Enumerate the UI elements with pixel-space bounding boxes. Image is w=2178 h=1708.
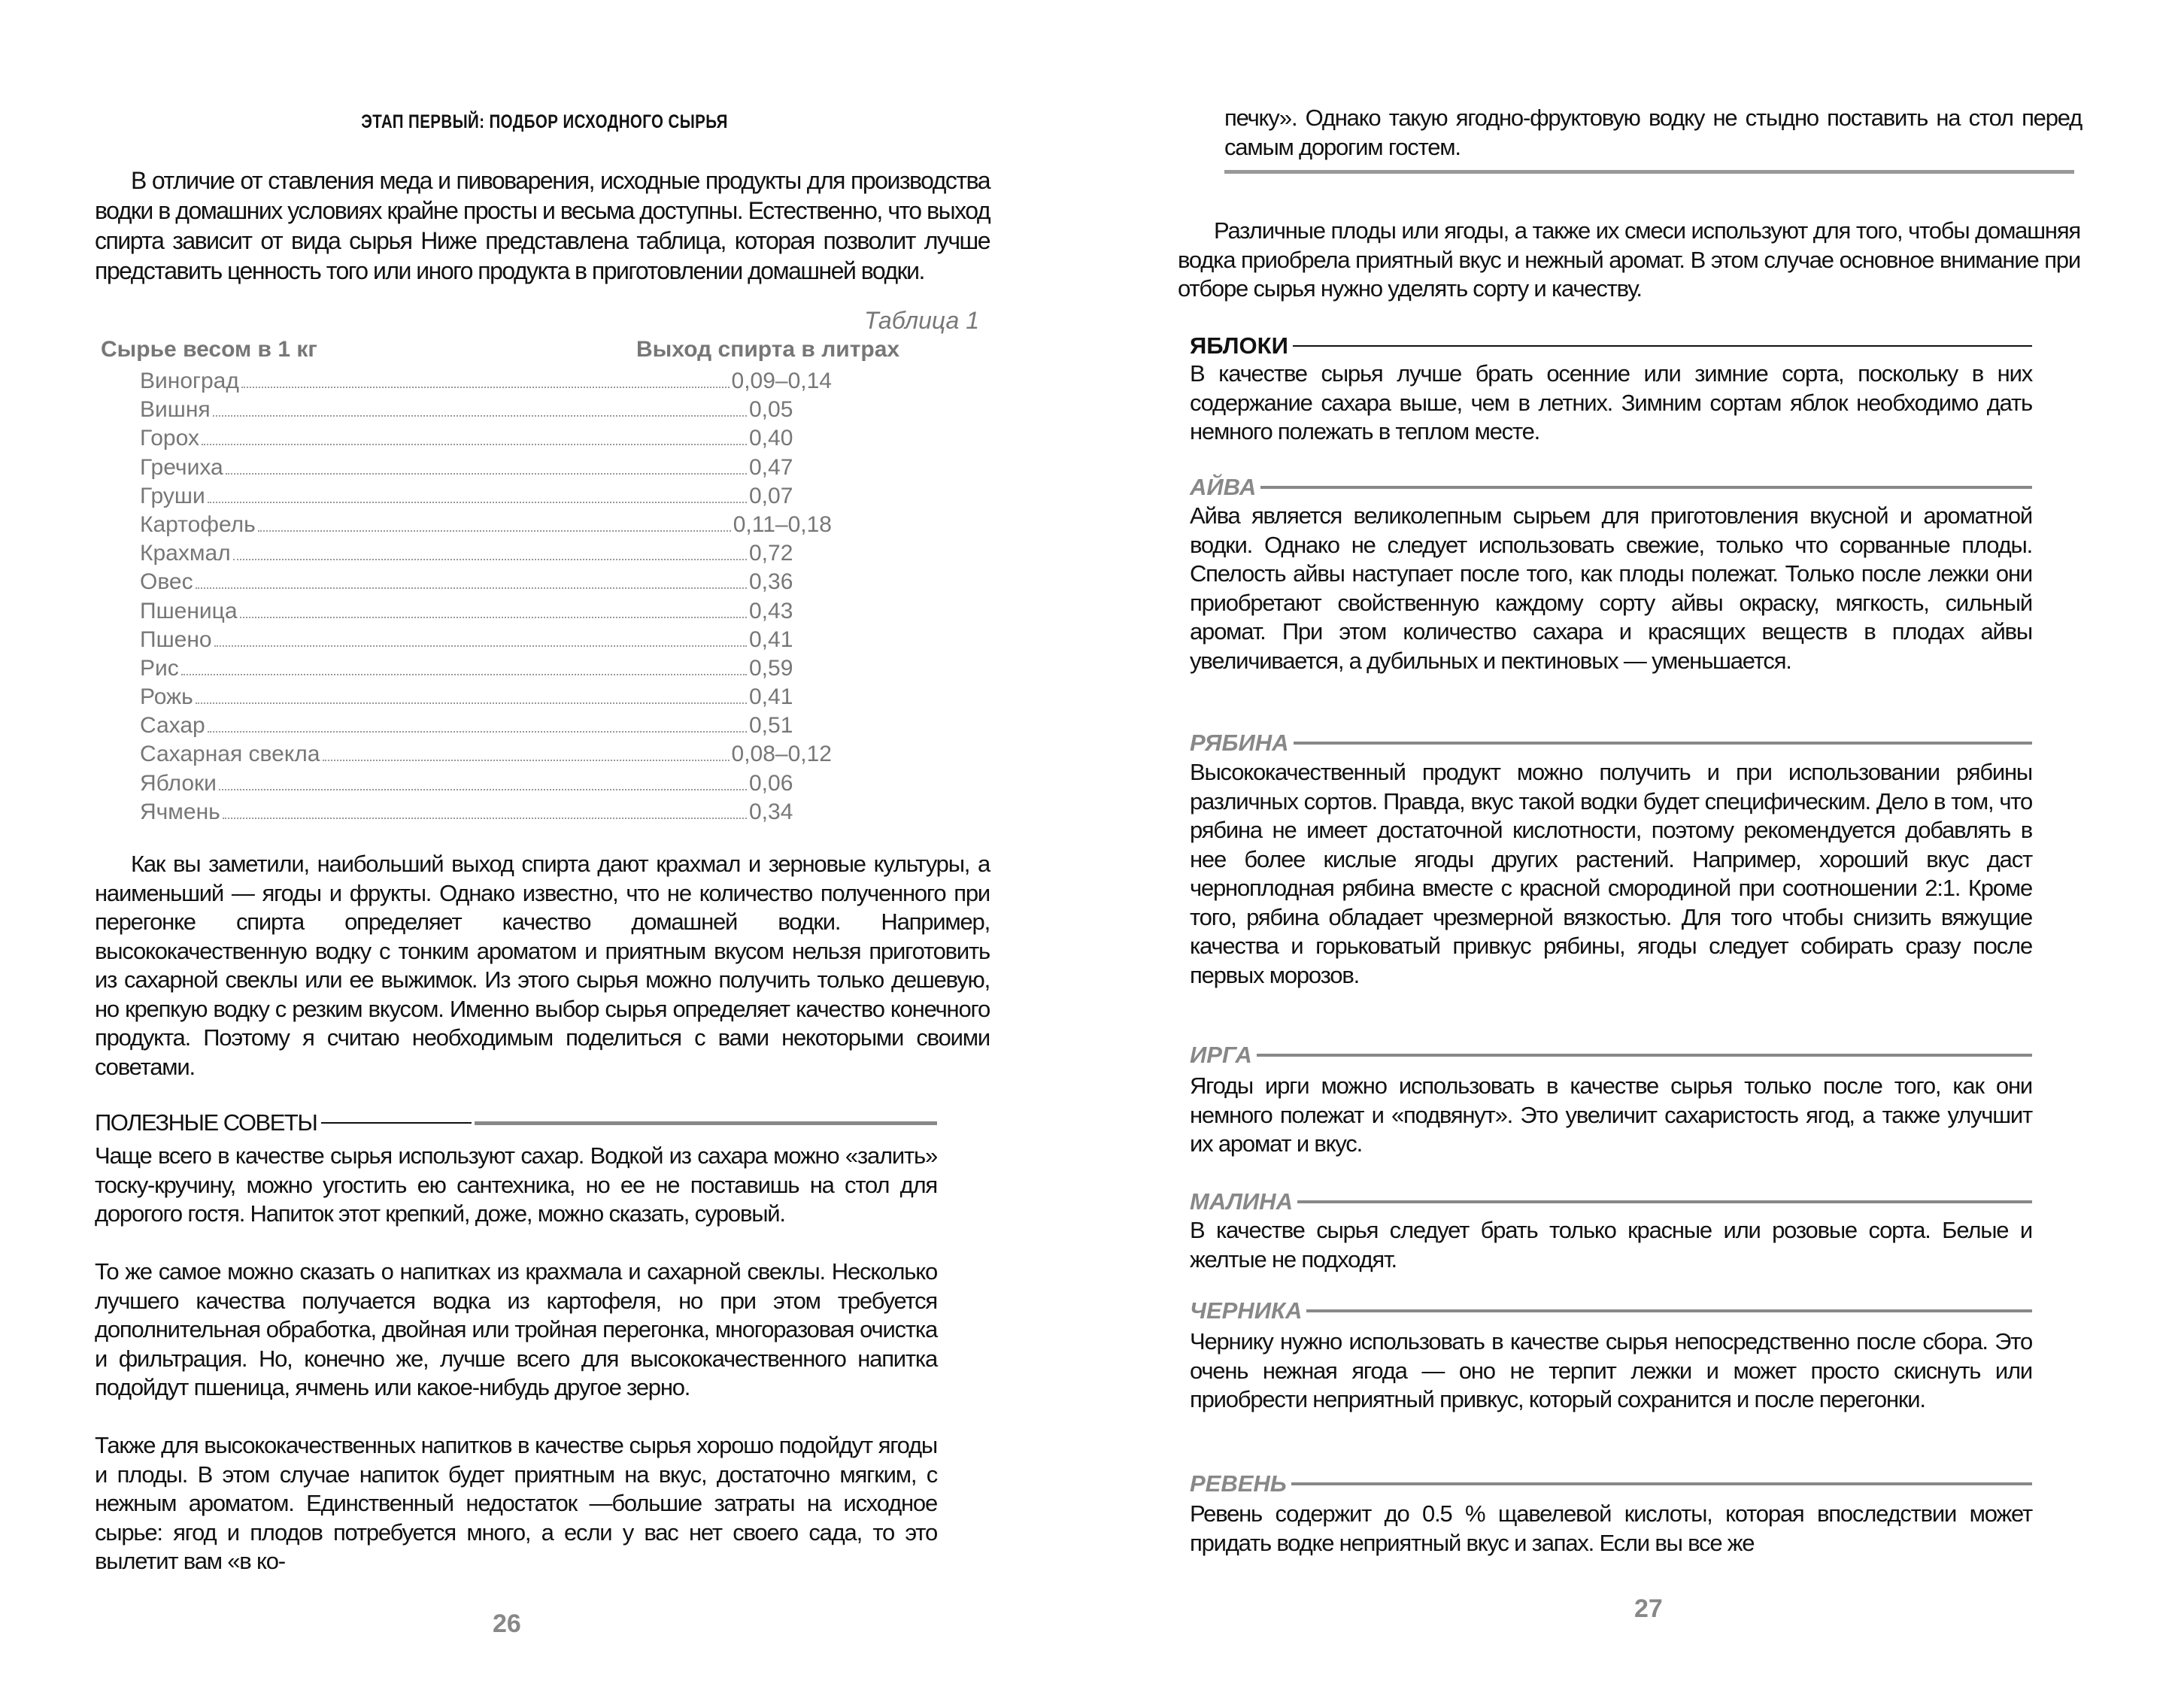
table-row: [140, 798, 832, 827]
right-intro-paragraph: Различные плоды или ягоды, а также их смеси используют для того, чтобы домашняя водка приобрела приятный вкус и нежный аромат. В этом случае основное внимание при отборе сырья нужно уделять сорту и качеству.: [1178, 217, 2080, 302]
table-caption: Таблица 1: [864, 307, 979, 334]
table-row: [140, 511, 832, 539]
row-material: Картофель: [140, 511, 256, 537]
row-yield: 0,06: [749, 770, 793, 796]
dot-leader: [181, 654, 747, 675]
dot-leader: [213, 396, 747, 417]
heading-rule: [1293, 345, 2032, 347]
row-yield: 0,41: [749, 626, 793, 652]
row-yield: 0,09–0,14: [731, 369, 832, 393]
tip-1: Чаще всего в качестве сырья используют сахар. Водкой из сахара можно «залить» тоску-кручину, можно угостить ею сантехника, но ее не поставишь на стол для дорогого гостя. Напиток этот крепкий, доже, можно сказать, суровый.: [95, 1142, 937, 1227]
section-heading-quince: [1190, 474, 2032, 501]
dot-leader: [226, 454, 747, 475]
section-title: ИРГА: [1190, 1042, 1252, 1068]
table-row: [140, 597, 832, 626]
row-yield: 0,07: [749, 483, 793, 508]
row-material: Горох: [140, 426, 199, 451]
tips-heading-label: ПОЛЕЗНЫЕ СОВЕТЫ: [95, 1109, 317, 1136]
heading-rule: [475, 1121, 937, 1125]
table-header: [101, 337, 928, 363]
dot-leader: [196, 683, 747, 704]
section-title: РЯБИНА: [1190, 730, 1289, 756]
section-title: АЙВА: [1190, 474, 1257, 500]
heading-rule: [1294, 742, 2032, 745]
intro-paragraph: В отличие от ставления меда и пивоварения, исходные продукты для производства водки в домашних условиях крайне просты и весьма доступны. Естественно, что выход спирта зависит от вида сырья Ниже представлена таблица, которая позволит лучше представить ценность того или иного продукта в приготовлении домашней водки.: [95, 167, 990, 284]
section-heading-rowan: [1190, 730, 2032, 757]
row-yield: 0,08–0,12: [731, 742, 832, 767]
dot-leader: [219, 769, 747, 790]
row-material: Рис: [140, 655, 179, 681]
section-heading-rhubarb: [1190, 1470, 2032, 1497]
table-row: [140, 367, 832, 396]
table-header-yield: Выход спирта в литрах: [636, 337, 900, 362]
dot-leader: [323, 740, 730, 761]
dot-leader: [208, 711, 747, 733]
row-yield: 0,05: [749, 397, 793, 423]
section-text-apples: В качестве сырья лучше брать осенние или зимние сорта, поскольку в них содержание сахара выше, чем в летних. Зимним сортам яблок необходимо дать немного полежать в теплом месте.: [1190, 360, 2032, 444]
table-row: [140, 711, 832, 740]
row-material: Вишня: [140, 397, 211, 423]
page-number: 27: [1634, 1594, 1663, 1623]
row-material: Крахмал: [140, 541, 231, 566]
paragraph-conclusion: Как вы заметили, наибольший выход спирта дают крахмал и зерновые культуры, а наименьший — ягоды и фрукты. Однако известно, что не количество полученного при перегонке спирта определяет качество домашней водки. Например, высококачественную водку с тонким ароматом и приятным вкусом нельзя приготовить из сахарной свеклы или ее выжимок. Из этого сырья можно получить только дешевую, но крепкую водку с резким вкусом. Именно выбор сырья определяет качество конечного продукта. Поэтому я считаю необходимым поделиться с вами некоторыми своими советами.: [95, 851, 990, 1080]
table-row: [140, 740, 832, 769]
dot-leader: [258, 511, 731, 532]
heading-rule: [1291, 1482, 2032, 1485]
dot-leader: [241, 367, 730, 388]
section-text-bilberry: Чернику нужно использовать в качестве сырья непосредственно после сбора. Это очень нежная ягода — оно не терпит лежки и может просто скиснуть или приобрести неприятный привкус, который сохранится и после перегонки.: [1190, 1328, 2032, 1412]
section-heading-serviceberry: [1190, 1042, 2032, 1069]
heading-rule: [1260, 486, 2032, 489]
table-row: [140, 454, 832, 482]
dot-leader: [202, 424, 747, 445]
row-material: Пшеница: [140, 598, 238, 623]
dot-leader: [208, 482, 747, 503]
table-row: [140, 769, 832, 798]
dot-leader: [214, 626, 747, 647]
table-row: [140, 482, 832, 511]
heading-rule: [1297, 1200, 2032, 1203]
section-heading-raspberry: [1190, 1188, 2032, 1215]
row-yield: 0,72: [749, 541, 793, 566]
row-material: Пшено: [140, 626, 212, 652]
table-row: [140, 424, 832, 453]
heading-rule: [321, 1122, 472, 1124]
table-row: [140, 539, 832, 568]
page-number: 26: [493, 1609, 521, 1638]
heading-rule: [1257, 1054, 2032, 1057]
row-yield: 0,11–0,18: [733, 511, 832, 537]
row-yield: 0,59: [749, 655, 793, 681]
dot-leader: [240, 597, 747, 618]
heading-rule: [1306, 1309, 2032, 1312]
section-title: МАЛИНА: [1190, 1188, 1293, 1215]
section-title: РЕВЕНЬ: [1190, 1470, 1287, 1497]
section-text-serviceberry: Ягоды ирги можно использовать в качестве сырья только после того, как они немного полежат и «подвянут». Это увеличит сахаристость ягод, а также улучшит их аромат и вкус.: [1190, 1072, 2032, 1157]
row-yield: 0,36: [749, 569, 793, 595]
dot-leader: [223, 798, 747, 819]
table-row: [140, 626, 832, 654]
dot-leader: [233, 539, 747, 560]
row-material: Виноград: [140, 369, 239, 393]
row-yield: 0,40: [749, 426, 793, 451]
row-yield: 0,43: [749, 598, 793, 623]
section-text-rowan: Высококачественный продукт можно получить и при использовании рябины различных сортов. Правда, вкус такой водки будет специфическим. Дело в том, что рябина не имеет достаточной кислотности, поэтому рекомендуется добавлять в нее более кислые ягоды других растений. Например, хороший вкус даст черноплодная рябина вместе с красной смородиной при соотношении 2:1. Кроме того, рябина обладает чрезмерной вязкостью. Для того чтобы снизить вяжущие качества и горьковатый привкус рябины, ягоды следует собирать сразу после первых морозов.: [1190, 759, 2032, 988]
row-yield: 0,51: [749, 713, 793, 739]
row-material: Рожь: [140, 684, 193, 710]
table-row: [140, 654, 832, 683]
row-yield: 0,34: [749, 799, 793, 824]
row-material: Яблоки: [140, 770, 217, 796]
tip-3: Также для высококачественных напитков в качестве сырья хорошо подойдут ягоды и плоды. В этом случае напиток будет приятным на вкус, достаточно мягким, с нежным ароматом. Единственный недостаток —большие затраты на исходное сырье: ягод и плодов потребуется много, а если у вас нет своего сада, то это вылетит вам «в ко-: [95, 1432, 937, 1574]
row-material: Гречиха: [140, 454, 223, 480]
right-page: [1089, 0, 2178, 1708]
table-row: [140, 683, 832, 711]
row-material: Груши: [140, 483, 205, 508]
tips-heading: [95, 1109, 937, 1136]
section-divider: [1224, 170, 2074, 174]
section-text-rhubarb: Ревень содержит до 0.5 % щавелевой кислоты, которая впоследствии может придать водке неприятный вкус и запах. Если вы все же: [1190, 1500, 2032, 1556]
row-material: Овес: [140, 569, 193, 595]
section-title: ЯБЛОКИ: [1190, 332, 1288, 359]
table-row: [140, 396, 832, 424]
row-yield: 0,41: [749, 684, 793, 710]
row-material: Сахарная свекла: [140, 742, 320, 767]
table-row: [140, 568, 832, 596]
section-text-quince: Айва является великолепным сырьем для приготовления вкусной и ароматной водки. Однако не следует использовать свежие, только что сорванные плоды. Спелость айвы наступает после того, как плоды полежат. Только после лежки они приобретают свойственную каждому сорту айвы окраску, мягкость, сильный аромат. При этом количество сахара и красящих веществ в плодах айвы увеличивается, а дубильных и пектиновых — уменьшается.: [1190, 502, 2032, 674]
dot-leader: [196, 568, 747, 589]
section-heading-apples: [1190, 332, 2032, 359]
yield-table: [140, 367, 832, 827]
tip-2: То же самое можно сказать о напитках из крахмала и сахарной свеклы. Несколько лучшего качества получается водка из картофеля, но при этом требуется дополнительная обработка, двойная или тройная перегонка, многоразовая очистка и фильтрация. Но, конечно же, лучше всего для высококачественного напитка подойдут пшеница, ячмень или какое-нибудь другое зерно.: [95, 1258, 937, 1400]
section-heading-bilberry: [1190, 1297, 2032, 1324]
chapter-title: ЭТАП ПЕРВЫЙ: ПОДБОР ИСХОДНОГО СЫРЬЯ: [361, 111, 728, 132]
row-material: Сахар: [140, 713, 205, 739]
section-text-raspberry: В качестве сырья следует брать только красные или розовые сорта. Белые и желтые не подходят.: [1190, 1217, 2032, 1273]
table-header-material: Сырье весом в 1 кг: [101, 337, 317, 362]
row-material: Ячмень: [140, 799, 220, 824]
continuation-text: печку». Однако такую ягодно-фруктовую водку не стыдно поставить на стол перед самым дорогим гостем.: [1224, 105, 2082, 160]
row-yield: 0,47: [749, 454, 793, 480]
section-title: ЧЕРНИКА: [1190, 1297, 1303, 1324]
